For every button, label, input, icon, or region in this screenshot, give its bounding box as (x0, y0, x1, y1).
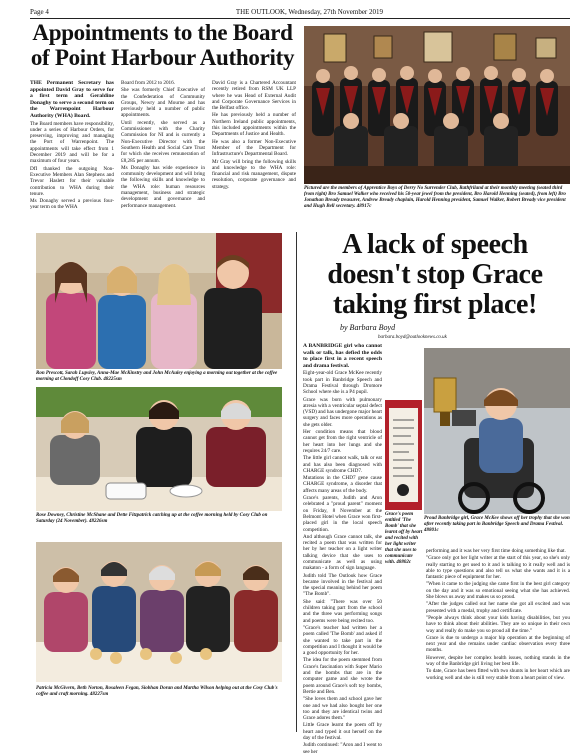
paragraph: David Gray is a Chartered Accountant recently retired from RSM UK LLP where he was Head of External Audit and Corporate Governance Services in the Belfast office. (212, 80, 296, 112)
paragraph: "Grace only got her light writer at the start of this year, so she's only really starting to get used to it and is talking to it really well and is able to type questions and also tell us what she wants and it is a fantastic piece of equipment for her. (426, 555, 570, 581)
grace-headline: A lack of speech doesn't stop Grace taking first place! (327, 229, 543, 320)
ladies-caption: Rose Downey, Christine McShane and Dette Fitzpatrick catching up at the coffee morning held by Cosy Club on Saturday (24 November). 48226sm (36, 513, 268, 524)
paragraph: Eight-year-old Grace McKee recently took part in Banbridge Speech and Drama Festival through Dromore School where she is a P4 pupil. (303, 370, 382, 396)
paragraph: Grace was born with pulmonary atresia with a ventricular septal defect (VSD) and has undergone major heart surgery and faces more operations as she gets older. (303, 396, 382, 428)
byline-email: barbara.boyd@outlooknews.co.uk (378, 335, 447, 340)
page-header (30, 6, 570, 19)
paragraph: Board from 2012 to 2016. (121, 80, 176, 86)
appointments-headline: Appointments to the Board of Point Harbour Authority (30, 20, 295, 70)
paragraph: performing and it was her very first time doing something like that. (426, 548, 566, 554)
group-caption: Patricia McGivern, Beth Norton, Rosaleen Fegan, Siobhan Doran and Martha Wilson helping out at the Cosy Club's coffee and craft morning. 48227sm (36, 686, 278, 697)
paragraph: "When it came to the judging she came first in the best girl category on the day and it was so emotional seeing what she has achieved. She blows us away and makes us so proud. (426, 581, 570, 601)
appointments-column-2 (121, 80, 205, 210)
byline: by Barbara Boyd (340, 323, 396, 332)
ladies-photo (36, 387, 282, 511)
grace-lead: A BANBRIDGE girl who cannot walk or talk, has defied the odds to place first in a recent speech and drama festival. (303, 343, 382, 369)
children-caption: Ron Prescott, Sarah Lupsley, Anna-Mae McKinstry and John McAuley enjoying a morning out together at the coffee morning at Clondoff Cosy Club. 48225sm (36, 371, 278, 382)
poem-caption: Grace's poem entitled 'The Bomb' that she learnt off by heart and recited with her light writer that she uses to communicate with. 48802c (385, 512, 423, 565)
paragraph: Ms Donaghy served a previous four-year term on the WHA (30, 198, 114, 211)
paragraph: "After the judges called out her name she got all excited and was presented with a medal, trophy and certificate. (426, 601, 570, 614)
paragraph: Her condition means that blood cannot get from the right ventricle of her heart into her lungs and she requires 24/7 care. (303, 429, 382, 454)
appointments-article (30, 80, 300, 226)
grace-photo (424, 348, 570, 514)
apprentice-boys-caption: Pictured are the members of Apprentice Boys of Derry No Surrender Club, Rathfriland at their monthly meeting (seated third from right) Bro Samuel Walker who received his 50-year jewel from the president, Bro Harold Henning (seated), from left) Bro Jonathan Bready treasurer, Andrew Bready chaplain, Harold Henning president, Samuel Walker, Robert Bready vice president and Hugh Bell secretary. 48917c (304, 186, 566, 209)
paragraph: Mr Gray will bring the following skills and knowledge to the WHA role: financial and risk management, dispute resolution, corporate governance and strategy. (212, 158, 296, 190)
paragraph: And although Grace cannot talk, she recited a poem that was written for her by her teacher on a light writer talking device that she uses to communicate as well as using makaton - a form of sign language. (303, 533, 382, 572)
paragraph: Until recently, she served as a Commissioner with the Charity Commission for NI and is currently a Non-Executive Director with the Southern Health and Social Care Trust for which she receives remuneration of £8,285 per annum. (121, 119, 205, 164)
paragraph: Grace is due to undergo a major hip operation at the beginning of next year and she remains under cardiac observation every three months. (426, 634, 570, 654)
apprentice-boys-photo (304, 26, 570, 184)
paragraph: She was formerly Chief Executive of the Confederation of Community Groups, Newry and Mourne and has previously held a number of public appointments. (121, 87, 205, 119)
paragraph: DfI thanked the outgoing Non-Executive Members Alan Stephens and Trevor Haslett for their valuable contribution to WHA during their tenure. (30, 165, 114, 197)
poem-photo (385, 400, 422, 510)
paragraph: However, despite her complex health issues, nothing stands in the way of the Banbridge girl living her best life. (426, 654, 570, 668)
appointments-column-3 (212, 80, 296, 191)
paragraph: She said: "There was over 50 children taking part from the school and the three was performing songs and poems were being recited too. (303, 598, 382, 624)
paragraph: Little Grace learnt the poem off by heart and typed it out herself on the day of the festival. (303, 722, 382, 741)
appointments-column-1 (30, 80, 114, 212)
paragraph: He has previously held a number of Northern Ireland public appointments, this included appointments within the Departments of Justice and Health. (212, 112, 296, 138)
paragraph: To date, Grace has been fitted with two shunts in her heart which are working well and she is still very stable from a heart point of view. (426, 668, 570, 681)
paragraph: "Grace's teacher had written her a poem called 'The Bomb' and asked if she wanted to take part in the competition and I thought it would be a good opportunity for her. (303, 624, 382, 657)
paragraph: The idea for the poem stemmed from Grace's fascination with Super Mario and the bombs that are in the computer game and she wrote the poem around Grace's soft toy bombs, Bertie and Ben. (303, 657, 382, 695)
paragraph: Grace's parents, Judith and Aron celebrated a "proud parent" moment on Friday, 8 November at the Belmont Hotel when Grace won first-placed girl in the local speech competition. (303, 495, 382, 533)
paragraph: The little girl cannot walk, talk or eat and has also been diagnosed with CHARGE syndrome CHD7. (303, 455, 382, 474)
children-photo (36, 233, 282, 369)
grace-column-a (303, 343, 382, 755)
appointments-lead: THE Permanent Secretary has appointed David Gray to serve for a first term and Geraldine Donaghy to serve a second term on the Warrenpoint Harbour Authority (WHA) Board. (30, 80, 114, 119)
group-photo (36, 542, 282, 682)
paragraph: He was also a former Non-Executive Member of the Department for Infrastructure's Departmental Board. (212, 138, 296, 158)
grace-column-b (426, 548, 570, 737)
column-rule (296, 232, 297, 732)
paragraph: The Board members have responsibility, under a series of Harbour Orders, for preserving, improving and managing the Port of Warrenpoint. The appointments will take effect from 1 December 2019 and will be for a maximum of four years. (30, 120, 114, 165)
paragraph: Judith continued: "Aron and I went to see her (303, 742, 382, 755)
paragraph: Judith told The Outlook how Grace became involved in the festival and the special meaning behind her poem "The Bomb". (303, 572, 382, 598)
paragraph: "She loves them and school gave her one and we had also bought her one too and they are identical twins and Grace adores them." (303, 696, 382, 722)
paragraph: "People always think about your kids having disabilities, but you have to think about their abilities. They are so unique in their own way and really do make you so proud all the time." (426, 614, 570, 634)
paragraph: Mutations in the CHD7 gene cause CHARGE syndrome, a disorder that affects many areas of the body. (303, 475, 382, 494)
paragraph: Ms Donaghy has wide experience in community development and will bring the following skills and knowledge to the WHA role: human resources management, business and strategic development and governance and performance management. (121, 164, 205, 209)
page-number: Page 4 (30, 8, 49, 16)
grace-caption: Proud Banbridge girl, Grace McKee shows off her trophy that she won after recently taking part in Banbridge Speech and Drama Festival. 48801c (424, 516, 570, 533)
masthead: THE OUTLOOK, Wednesday, 27th November 2019 (235, 8, 384, 16)
